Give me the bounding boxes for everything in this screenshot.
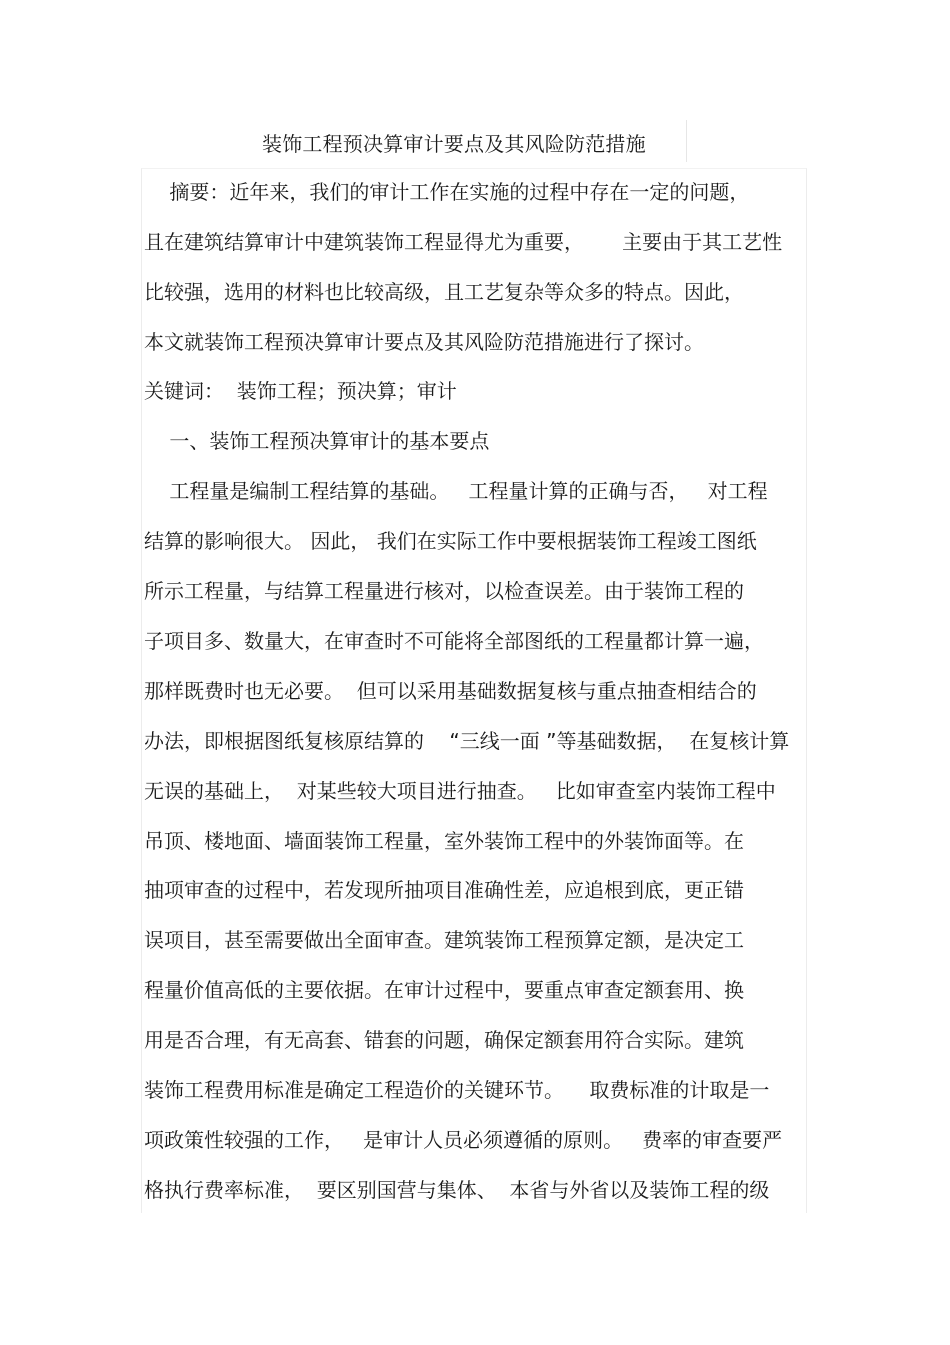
- document-title: 装饰工程预决算审计要点及其风险防范措施: [262, 132, 646, 156]
- title-separator: [686, 120, 687, 162]
- body-line-2: 且在建筑结算审计中建筑装饰工程显得尤为重要， 主要由于其工艺性: [144, 230, 783, 254]
- body-line-14: 吊顶、楼地面、墙面装饰工程量，室外装饰工程中的外装饰面等。在: [144, 829, 744, 853]
- body-line-21: 格执行费率标准， 要区别国营与集体、 本省与外省以及装饰工程的级: [144, 1178, 770, 1202]
- body-line-18: 用是否合理，有无高套、错套的问题，确保定额套用符合实际。建筑: [144, 1028, 744, 1052]
- body-line-10: 子项目多、数量大，在审查时不可能将全部图纸的工程量都计算一遍，: [144, 629, 764, 653]
- body-line-8: 结算的影响很大。 因此， 我们在实际工作中要根据装饰工程竣工图纸: [144, 529, 757, 553]
- body-line-15: 抽项审查的过程中，若发现所抽项目准确性差，应追根到底，更正错: [144, 878, 744, 902]
- body-line-19: 装饰工程费用标准是确定工程造价的关键环节。 取费标准的计取是一: [144, 1078, 770, 1102]
- body-line-12: 办法，即根据图纸复核原结算的 “三线一面 ”等基础数据， 在复核计算: [144, 729, 790, 753]
- body-line-20: 项政策性较强的工作， 是审计人员必须遵循的原则。 费率的审查要严: [144, 1128, 783, 1152]
- body-line-11: 那样既费时也无必要。 但可以采用基础数据复核与重点抽查相结合的: [144, 679, 757, 703]
- body-line-7: 工程量是编制工程结算的基础。 工程量计算的正确与否， 对工程: [144, 479, 768, 503]
- keywords-line: 关键词： 装饰工程；预决算；审计: [144, 379, 457, 403]
- body-line-16: 误项目，甚至需要做出全面审查。建筑装饰工程预算定额，是决定工: [144, 928, 744, 952]
- body-line-9: 所示工程量，与结算工程量进行核对，以检查误差。由于装饰工程的: [144, 579, 744, 603]
- body-line-17: 程量价值高低的主要依据。在审计过程中，要重点审查定额套用、换: [144, 978, 744, 1002]
- body-line-4: 本文就装饰工程预决算审计要点及其风险防范措施进行了探讨。: [144, 330, 704, 354]
- body-line-13: 无误的基础上， 对某些较大项目进行抽查。 比如审查室内装饰工程中: [144, 779, 776, 803]
- body-line-3: 比较强，选用的材料也比较高级，且工艺复杂等众多的特点。因此，: [144, 280, 744, 304]
- section-heading-1: 一、装饰工程预决算审计的基本要点: [144, 429, 490, 453]
- body-line-1: 摘要：近年来，我们的审计工作在实施的过程中存在一定的问题，: [144, 180, 750, 204]
